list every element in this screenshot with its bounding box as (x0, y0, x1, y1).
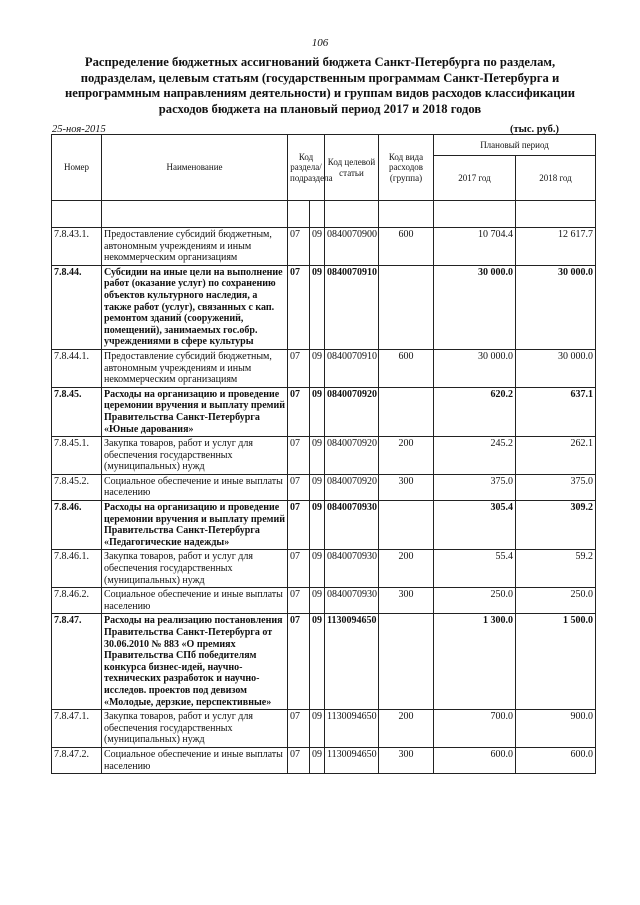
row-amount-2018: 309.2 (516, 501, 596, 550)
row-amount-2018: 262.1 (516, 437, 596, 475)
row-expense-code (379, 614, 434, 710)
row-section-code: 07 (288, 501, 310, 550)
row-target-code: 1130094650 (325, 614, 379, 710)
row-number: 7.8.45. (52, 387, 102, 436)
row-name: Закупка товаров, работ и услуг для обеспечения государственных (муниципальных) нужд (102, 437, 288, 475)
row-expense-code: 200 (379, 550, 434, 588)
row-amount-2018: 375.0 (516, 474, 596, 500)
row-expense-code (379, 265, 434, 349)
row-amount-2017: 250.0 (434, 588, 516, 614)
row-number: 7.8.46. (52, 501, 102, 550)
row-name: Закупка товаров, работ и услуг для обеспечения государственных (муниципальных) нужд (102, 550, 288, 588)
row-subsection-code: 09 (310, 588, 325, 614)
row-amount-2017: 375.0 (434, 474, 516, 500)
header-number: Номер (52, 135, 102, 201)
row-number: 7.8.47.1. (52, 710, 102, 748)
header-planned-period: Плановый период (434, 135, 596, 156)
row-amount-2017: 10 704.4 (434, 228, 516, 266)
row-number: 7.8.44.1. (52, 349, 102, 387)
row-amount-2017: 305.4 (434, 501, 516, 550)
header-name: Наименование (102, 135, 288, 201)
row-target-code: 0840070920 (325, 437, 379, 475)
row-amount-2017: 30 000.0 (434, 265, 516, 349)
row-number: 7.8.47. (52, 614, 102, 710)
row-amount-2018: 1 500.0 (516, 614, 596, 710)
row-name: Социальное обеспечение и иные выплаты населению (102, 588, 288, 614)
row-name: Расходы на организацию и проведение церемонии вручения и выплату премий Правительства Санкт-Петербурга «Педагогические надежды» (102, 501, 288, 550)
table-row (52, 349, 596, 387)
row-section-code: 07 (288, 747, 310, 773)
row-name: Социальное обеспечение и иные выплаты населению (102, 747, 288, 773)
row-subsection-code: 09 (310, 265, 325, 349)
row-amount-2018: 250.0 (516, 588, 596, 614)
row-number: 7.8.43.1. (52, 228, 102, 266)
row-amount-2017: 30 000.0 (434, 349, 516, 387)
row-number: 7.8.46.1. (52, 550, 102, 588)
table-body (52, 201, 596, 774)
row-amount-2018: 637.1 (516, 387, 596, 436)
row-number: 7.8.45.2. (52, 474, 102, 500)
row-target-code: 1130094650 (325, 710, 379, 748)
table-row (52, 437, 596, 475)
table-row (52, 265, 596, 349)
row-name: Субсидии на иные цели на выполнение работ (оказание услуг) по сохранению объектов культурного наследия, а также работ (услуг), связанных с кап. ремонтом зданий (сооружений, помещений), занимаемых гос.обр. учреждениями в сфере культуры (102, 265, 288, 349)
row-name: Предоставление субсидий бюджетным, автономным учреждениям и иным некоммерческим организациям (102, 349, 288, 387)
row-target-code: 0840070920 (325, 474, 379, 500)
row-subsection-code: 09 (310, 228, 325, 266)
row-subsection-code: 09 (310, 710, 325, 748)
row-number: 7.8.44. (52, 265, 102, 349)
row-number: 7.8.46.2. (52, 588, 102, 614)
header-year-2018: 2018 год (516, 156, 596, 201)
row-expense-code: 200 (379, 710, 434, 748)
row-name: Предоставление субсидий бюджетным, автономным учреждениям и иным некоммерческим организациям (102, 228, 288, 266)
row-target-code: 0840070920 (325, 387, 379, 436)
table-row (52, 474, 596, 500)
row-amount-2017: 600.0 (434, 747, 516, 773)
units-label: (тыс. руб.) (510, 124, 559, 135)
row-name: Закупка товаров, работ и услуг для обеспечения государственных (муниципальных) нужд (102, 710, 288, 748)
row-expense-code: 300 (379, 747, 434, 773)
document-title: Распределение бюджетных ассигнований бюджета Санкт-Петербурга по разделам, подразделам, целевым статьям (государственным программам Санкт-Петербурга и непрограммным направлениям деятельности) и группам видов расходов классификации расходов бюджета на плановый период 2017 и 2018 годов (65, 55, 575, 116)
row-section-code: 07 (288, 349, 310, 387)
row-section-code: 07 (288, 710, 310, 748)
table-row (52, 588, 596, 614)
row-expense-code: 600 (379, 228, 434, 266)
row-subsection-code: 09 (310, 387, 325, 436)
row-amount-2018: 600.0 (516, 747, 596, 773)
document-date: 25-ноя-2015 (52, 124, 106, 135)
row-section-code: 07 (288, 228, 310, 266)
row-amount-2018: 30 000.0 (516, 265, 596, 349)
row-section-code: 07 (288, 614, 310, 710)
budget-table (51, 134, 596, 774)
table-row (52, 550, 596, 588)
header-year-2017: 2017 год (434, 156, 516, 201)
row-name: Социальное обеспечение и иные выплаты населению (102, 474, 288, 500)
table-row (52, 387, 596, 436)
row-expense-code: 200 (379, 437, 434, 475)
row-subsection-code: 09 (310, 747, 325, 773)
row-name: Расходы на организацию и проведение церемонии вручения и выплату премий Правительства Санкт-Петербурга «Юные дарования» (102, 387, 288, 436)
row-name: Расходы на реализацию постановления Правительства Санкт-Петербурга от 30.06.2010 № 883 «О премиях Правительства СПб победителям конкурса бизнес-идей, научно-технических разработок и научно-исследов. проектов под девизом «Молодые, дерзкие, перспективные» (102, 614, 288, 710)
row-target-code: 0840070910 (325, 265, 379, 349)
row-amount-2018: 900.0 (516, 710, 596, 748)
row-amount-2018: 59.2 (516, 550, 596, 588)
row-subsection-code: 09 (310, 501, 325, 550)
row-number: 7.8.45.1. (52, 437, 102, 475)
row-target-code: 0840070930 (325, 550, 379, 588)
row-expense-code: 600 (379, 349, 434, 387)
table-row (52, 501, 596, 550)
row-amount-2018: 30 000.0 (516, 349, 596, 387)
table-row (52, 228, 596, 266)
table-row (52, 710, 596, 748)
row-amount-2017: 1 300.0 (434, 614, 516, 710)
row-target-code: 0840070900 (325, 228, 379, 266)
row-section-code: 07 (288, 588, 310, 614)
table-row (52, 747, 596, 773)
spacer-row (52, 201, 596, 228)
row-section-code: 07 (288, 437, 310, 475)
table-header (52, 135, 596, 201)
row-amount-2017: 245.2 (434, 437, 516, 475)
header-target-code: Код целевой статьи (325, 135, 379, 201)
row-expense-code (379, 387, 434, 436)
row-section-code: 07 (288, 265, 310, 349)
header-expense-code: Код вида расходов (группа) (379, 135, 434, 201)
row-section-code: 07 (288, 550, 310, 588)
row-number: 7.8.47.2. (52, 747, 102, 773)
row-subsection-code: 09 (310, 614, 325, 710)
row-subsection-code: 09 (310, 474, 325, 500)
header-section-code: Код раздела/ подраздела (288, 135, 325, 201)
row-target-code: 1130094650 (325, 747, 379, 773)
row-section-code: 07 (288, 387, 310, 436)
row-expense-code (379, 501, 434, 550)
row-section-code: 07 (288, 474, 310, 500)
page-number: 106 (311, 37, 329, 49)
row-expense-code: 300 (379, 474, 434, 500)
row-subsection-code: 09 (310, 349, 325, 387)
row-amount-2018: 12 617.7 (516, 228, 596, 266)
table-row (52, 614, 596, 710)
row-target-code: 0840070930 (325, 501, 379, 550)
row-subsection-code: 09 (310, 550, 325, 588)
row-target-code: 0840070910 (325, 349, 379, 387)
row-target-code: 0840070930 (325, 588, 379, 614)
row-subsection-code: 09 (310, 437, 325, 475)
row-amount-2017: 620.2 (434, 387, 516, 436)
row-expense-code: 300 (379, 588, 434, 614)
row-amount-2017: 700.0 (434, 710, 516, 748)
row-amount-2017: 55.4 (434, 550, 516, 588)
